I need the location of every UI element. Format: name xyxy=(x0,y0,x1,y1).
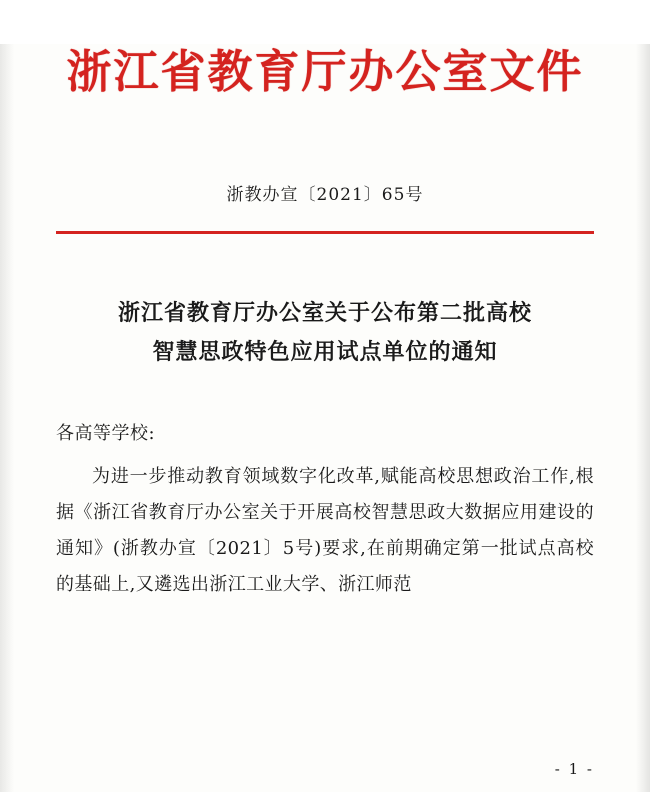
document-paragraph-1: 为进一步推动教育领域数字化改革,赋能高校思想政治工作,根据《浙江省教育厅办公室关于开展高校智慧思政大数据应用建设的通知》(浙教办宣〔2021〕5号)要求,在前期确定第一批试点高校的基础上,又遴选出浙江工业大学、浙江师范 xyxy=(56,466,594,596)
document-page xyxy=(0,44,650,792)
document-number: 浙教办宣〔2021〕65号 xyxy=(226,185,424,206)
document-subject-line-1: 浙江省教育厅办公室关于公布第二批高校 xyxy=(117,300,532,327)
page-number: - 1 - xyxy=(554,760,594,778)
document-subject xyxy=(56,294,594,371)
page-edge-shadow-left xyxy=(0,44,14,792)
document-salutation: 各高等学校: xyxy=(56,423,156,445)
red-divider-rule xyxy=(56,231,594,234)
document-body xyxy=(56,459,594,603)
document-subject-line-2: 智慧思政特色应用试点单位的通知 xyxy=(152,338,498,365)
document-header-title: 浙江省教育厅办公室文件 xyxy=(66,45,584,98)
page-edge-shadow-right xyxy=(636,44,650,792)
